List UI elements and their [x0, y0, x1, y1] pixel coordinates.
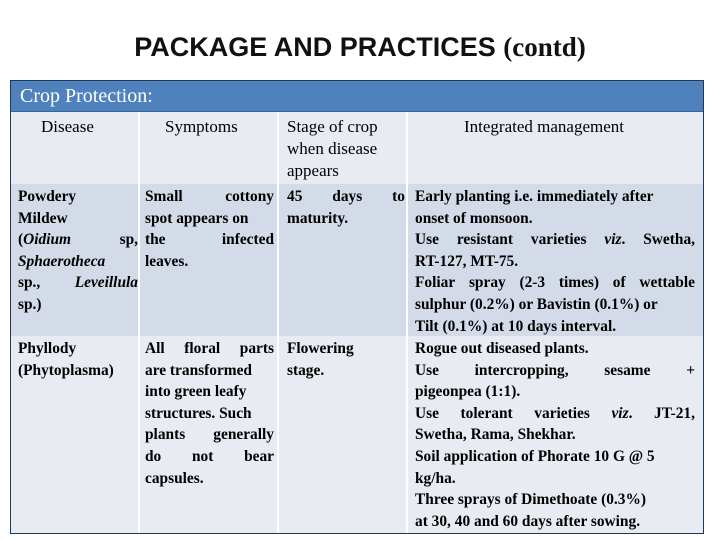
- stage-line: stage.: [287, 361, 325, 379]
- management-line: Use tolerant varieties viz. JT-21,: [415, 404, 695, 422]
- management-line: RT-127, MT-75.: [415, 252, 519, 270]
- section-header: Crop Protection:: [11, 81, 703, 112]
- symptoms-line: leaves.: [145, 252, 189, 270]
- management-line: at 30, 40 and 60 days after sowing.: [415, 512, 641, 530]
- header-symptoms: Symptoms: [165, 117, 238, 136]
- symptoms-line: All floral parts: [145, 340, 274, 357]
- disease-line: Phyllody: [18, 340, 77, 357]
- management-line: Early planting i.e. immediately after: [415, 188, 654, 205]
- symptoms-line: spot appears on: [145, 209, 249, 227]
- symptoms-cell: [140, 184, 277, 336]
- management-line: Three sprays of Dimethoate (0.3%): [415, 491, 646, 509]
- management-line: onset of monsoon.: [415, 209, 533, 227]
- symptoms-line: do not bear: [145, 447, 274, 465]
- stage-cell: [279, 336, 406, 533]
- symptoms-line: structures. Such: [145, 404, 252, 422]
- title-suffix: (contd): [503, 32, 586, 62]
- header-management: Integrated management: [463, 117, 624, 136]
- table-row: [11, 184, 703, 336]
- stage-cell: [279, 184, 406, 336]
- management-line: Soil application of Phorate 10 G @ 5: [415, 447, 655, 465]
- header-stage-line: when disease: [287, 139, 378, 158]
- management-line: kg/ha.: [415, 469, 456, 487]
- disease-line: Mildew: [18, 209, 68, 227]
- header-disease: Disease: [41, 117, 94, 136]
- title-main: PACKAGE AND PRACTICES: [134, 32, 496, 62]
- symptoms-line: into green leafy: [145, 383, 247, 401]
- stage-line: 45 days to: [287, 188, 405, 205]
- management-line: Foliar spray (2-3 times) of wettable: [415, 274, 695, 292]
- symptoms-line: are transformed: [145, 361, 252, 379]
- crop-protection-table: [10, 80, 704, 534]
- disease-line: Powdery: [18, 188, 77, 205]
- table-row: [11, 336, 703, 533]
- table-header-row: [11, 112, 703, 184]
- management-line: Swetha, Rama, Shekhar.: [415, 426, 576, 444]
- symptoms-cell: [140, 336, 277, 533]
- slide-title: [0, 32, 720, 63]
- disease-cell: [11, 184, 138, 336]
- management-cell: [408, 184, 703, 336]
- management-line: Use intercropping, sesame +: [415, 361, 695, 379]
- management-cell: [408, 336, 703, 533]
- disease-line: (Oidium sp,: [18, 231, 138, 249]
- disease-line: (Phytoplasma): [18, 361, 114, 379]
- header-stage-line: appears: [287, 161, 339, 180]
- symptoms-line: capsules.: [145, 469, 204, 487]
- symptoms-line: Small cottony: [145, 188, 274, 205]
- disease-line: sp., Leveillula: [18, 274, 138, 292]
- stage-line: maturity.: [287, 209, 349, 227]
- symptoms-line: the infected: [145, 231, 274, 249]
- management-line: Rogue out diseased plants.: [415, 340, 589, 357]
- disease-line: Sphaerotheca: [18, 252, 106, 270]
- disease-line: sp.): [18, 295, 42, 313]
- management-line: sulphur (0.2%) or Bavistin (0.1%) or: [415, 295, 658, 313]
- management-line: Use resistant varieties viz. Swetha,: [415, 231, 695, 249]
- disease-cell: [11, 336, 138, 533]
- header-stage: [279, 112, 406, 184]
- symptoms-line: plants generally: [145, 426, 274, 444]
- header-stage-line: Stage of crop: [287, 117, 378, 136]
- management-line: pigeonpea (1:1).: [415, 383, 521, 401]
- management-line: Tilt (0.1%) at 10 days interval.: [415, 317, 617, 335]
- stage-line: Flowering: [287, 340, 354, 357]
